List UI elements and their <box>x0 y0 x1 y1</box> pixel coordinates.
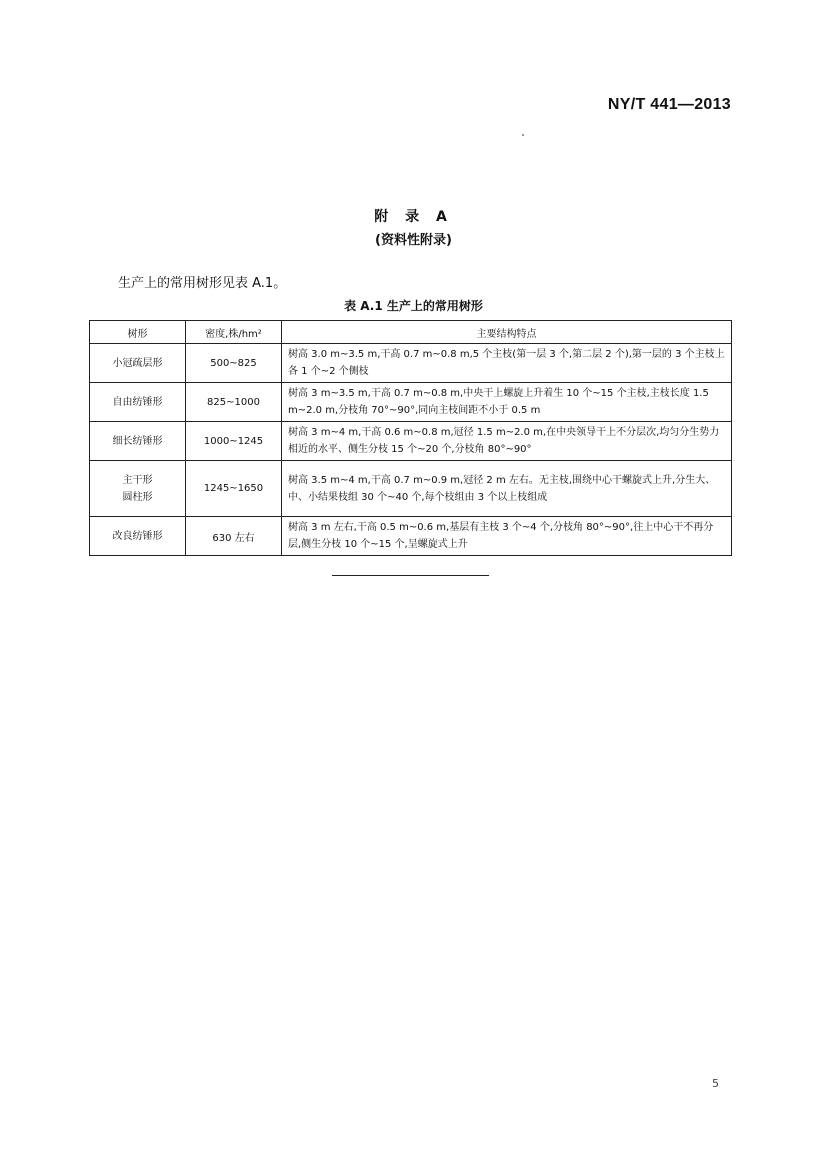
table-row <box>90 517 732 556</box>
cell-features: 树高 3 m~4 m,干高 0.6 m~0.8 m,冠径 1.5 m~2.0 m,在中央领导干上不分层次,均匀分生势力相近的水平、侧生分枝 15 个~20 个,分枝角 80°~90° <box>282 422 732 461</box>
tree-shape-table <box>89 320 732 556</box>
shape-name: 圆柱形 <box>122 491 153 503</box>
cell-shape <box>90 517 186 556</box>
cell-density: 500~825 <box>186 344 282 383</box>
annex-subtitle: (资料性附录) <box>375 233 452 248</box>
cell-density: 1245~1650 <box>186 461 282 517</box>
cell-features: 树高 3 m 左右,干高 0.5 m~0.6 m,基层有主枝 3 个~4 个,分枝角 80°~90°,往上中心干不再分层,侧生分枝 10 个~15 个,呈螺旋式上升 <box>282 517 732 556</box>
shape-name: 细长纺锤形 <box>112 435 163 447</box>
cell-density: 825~1000 <box>186 383 282 422</box>
scan-speck <box>522 134 524 136</box>
cell-density: 630 左右 <box>186 517 282 556</box>
cell-shape <box>90 383 186 422</box>
cell-features: 树高 3.0 m~3.5 m,干高 0.7 m~0.8 m,5 个主枝(第一层 3 个,第二层 2 个),第一层的 3 个主枝上各 1 个~2 个侧枝 <box>282 344 732 383</box>
cell-shape <box>90 422 186 461</box>
column-header-shape: 树形 <box>90 321 186 344</box>
table-row <box>90 461 732 517</box>
column-header-density: 密度,株/hm² <box>186 321 282 344</box>
end-rule <box>332 575 489 576</box>
table-header-row <box>90 321 732 344</box>
cell-features: 树高 3.5 m~4 m,干高 0.7 m~0.9 m,冠径 2 m 左右。无主枝,围绕中心干螺旋式上升,分生大、中、小结果枝组 30 个~40 个,每个枝组由 3 个以上枝组成 <box>282 461 732 517</box>
shape-name: 小冠疏层形 <box>112 357 163 369</box>
shape-name: 自由纺锤形 <box>112 396 163 408</box>
page-number: 5 <box>712 1077 719 1090</box>
cell-shape <box>90 344 186 383</box>
cell-shape <box>90 461 186 517</box>
intro-paragraph: 生产上的常用树形见表 A.1。 <box>118 276 287 291</box>
table-row <box>90 422 732 461</box>
annex-title: 附 录 A <box>374 209 453 225</box>
cell-features: 树高 3 m~3.5 m,干高 0.7 m~0.8 m,中央干上螺旋上升着生 10 个~15 个主枝,主枝长度 1.5 m~2.0 m,分枝角 70°~90°,同向主枝间距不小于 0.5 m <box>282 383 732 422</box>
cell-density: 1000~1245 <box>186 422 282 461</box>
shape-name: 主干形 <box>122 474 153 486</box>
column-header-features: 主要结构特点 <box>282 321 732 344</box>
shape-name: 改良纺锤形 <box>112 530 163 542</box>
table-row <box>90 383 732 422</box>
table-caption: 表 A.1 生产上的常用树形 <box>344 299 483 313</box>
table-row <box>90 344 732 383</box>
standard-code: NY/T 441—2013 <box>607 96 731 113</box>
